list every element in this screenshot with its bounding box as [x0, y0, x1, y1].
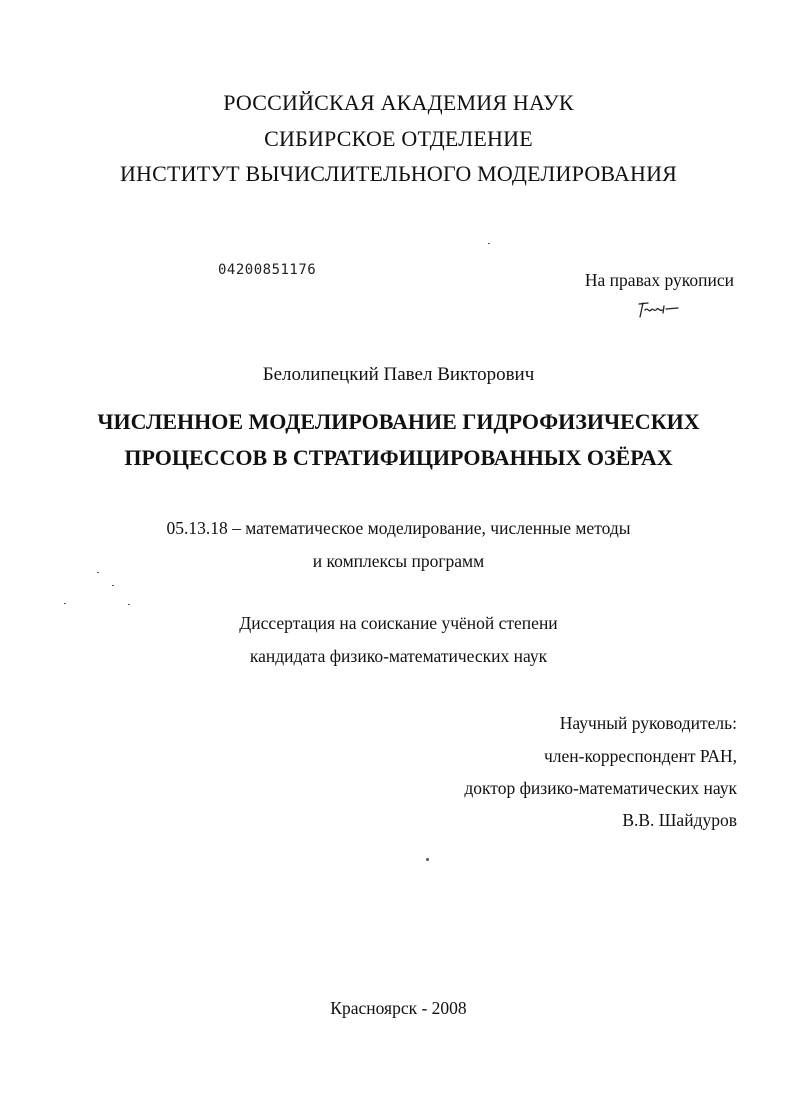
supervisor-label: Научный руководитель: — [559, 713, 737, 733]
scan-speck — [488, 243, 490, 244]
supervisor-degree: доктор физико-математических наук — [464, 778, 737, 798]
scan-speck — [64, 603, 66, 604]
supervisor-name: В.В. Шайдуров — [622, 810, 737, 830]
dissertation-line-2: кандидата физико-математических наук — [249, 646, 548, 666]
scan-speck — [128, 604, 130, 605]
title-line-2: ПРОЦЕССОВ В СТРАТИФИЦИРОВАННЫХ ОЗЁРАХ — [124, 445, 673, 470]
manuscript-note: На правах рукописи — [584, 270, 734, 290]
specialty-line-1: 05.13.18 – математическое моделирование, численные методы — [166, 518, 631, 538]
title-line-1: ЧИСЛЕННОЕ МОДЕЛИРОВАНИЕ ГИДРОФИЗИЧЕСКИХ — [97, 409, 700, 434]
scan-speck — [426, 858, 429, 861]
supervisor-rank: член-корреспондент РАН, — [543, 746, 737, 766]
footer-place-year: Красноярск - 2008 — [330, 998, 467, 1018]
registration-number: 04200851176 — [218, 262, 317, 278]
header-academy: РОССИЙСКАЯ АКАДЕМИЯ НАУК — [223, 90, 574, 115]
header-institute: ИНСТИТУТ ВЫЧИСЛИТЕЛЬНОГО МОДЕЛИРОВАНИЯ — [119, 161, 678, 186]
header-branch: СИБИРСКОЕ ОТДЕЛЕНИЕ — [264, 126, 533, 151]
author-name: Белолипецкий Павел Викторович — [262, 364, 535, 385]
signature-mark — [636, 298, 680, 320]
scan-speck — [112, 585, 114, 586]
dissertation-line-1: Диссертация на соискание учёной степени — [239, 613, 558, 633]
scan-speck — [97, 572, 99, 573]
specialty-line-2: и комплексы программ — [312, 551, 485, 571]
